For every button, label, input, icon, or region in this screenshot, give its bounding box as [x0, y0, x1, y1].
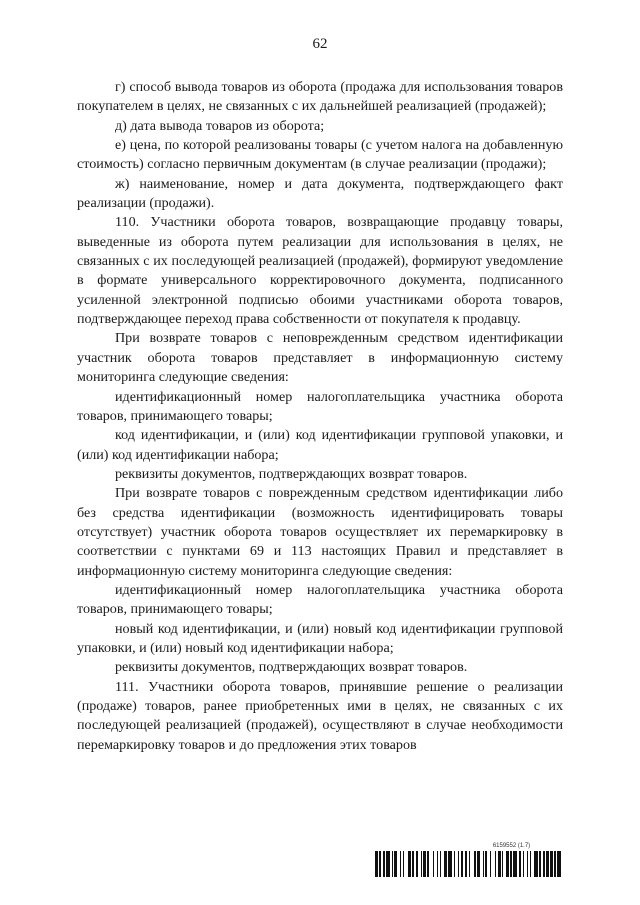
paragraph: код идентификации, и (или) код идентификации групповой упаковки, и (или) код идентификации набора; — [77, 427, 563, 463]
paragraph: реквизиты документов, подтверждающих возврат товаров. — [115, 465, 468, 482]
paragraph: идентификационный номер налогоплательщика участника оборота товаров, принимающего товары; — [77, 581, 563, 618]
paragraph: д) дата вывода товаров из оборота; — [115, 117, 325, 134]
paragraph: 111. Участники оборота товаров, принявшие решение о реализации (продаже) товаров, ранее приобретенных ими в целях, не связанных с их последующей реализацией (продажей), осуществляют в случае необходимости перемаркировку товаров и до предложения этих товаров — [77, 678, 563, 753]
body-text — [77, 78, 563, 755]
document-code: 6159552 (1.7) — [492, 843, 531, 849]
paragraph: ж) наименование, номер и дата документа, подтверждающего факт реализации (продажи). — [77, 175, 563, 212]
paragraph: е) цена, по которой реализованы товары (с учетом налога на добавленную стоимость) согласно первичным документам (в случае реализации (продажи); — [77, 137, 563, 173]
paragraph: новый код идентификации, и (или) новый код идентификации групповой упаковки, и (или) новый код идентификации набора; — [77, 620, 563, 656]
paragraph: При возврате товаров с неповрежденным средством идентификации участник оборота товаров представляет в информационную систему мониторинга следующие сведения: — [77, 330, 563, 386]
paragraph: реквизиты документов, подтверждающих возврат товаров. — [115, 659, 468, 676]
paragraph: идентификационный номер налогоплательщика участника оборота товаров, принимающего товары; — [77, 388, 563, 424]
barcode — [375, 851, 565, 877]
paragraph: При возврате товаров с поврежденным средством идентификации либо без средства идентификации (возможность идентифицировать товары отсутствует) участник оборота товаров осуществляет их перемаркировку в соответствии с пунктами 69 и 113 настоящих Правил и представляет в информационную систему мониторинга следующие сведения: — [77, 485, 563, 579]
page-number: 62 — [312, 36, 328, 52]
paragraph: г) способ вывода товаров из оборота (продажа для использования товаров покупателем в целях, не связанных с их дальнейшей реализацией (продажей); — [77, 79, 563, 115]
paragraph: 110. Участники оборота товаров, возвращающие продавцу товары, выведенные из оборота путем реализации для использования в целях, не связанных с их последующей реализацией (продажей), формируют уведомление в формате универсального корректировочного документа, подписанного усиленной электронной подписью обоими участниками оборота товаров, подтверждающее переход права собственности от покупателя к продавцу. — [77, 214, 563, 328]
